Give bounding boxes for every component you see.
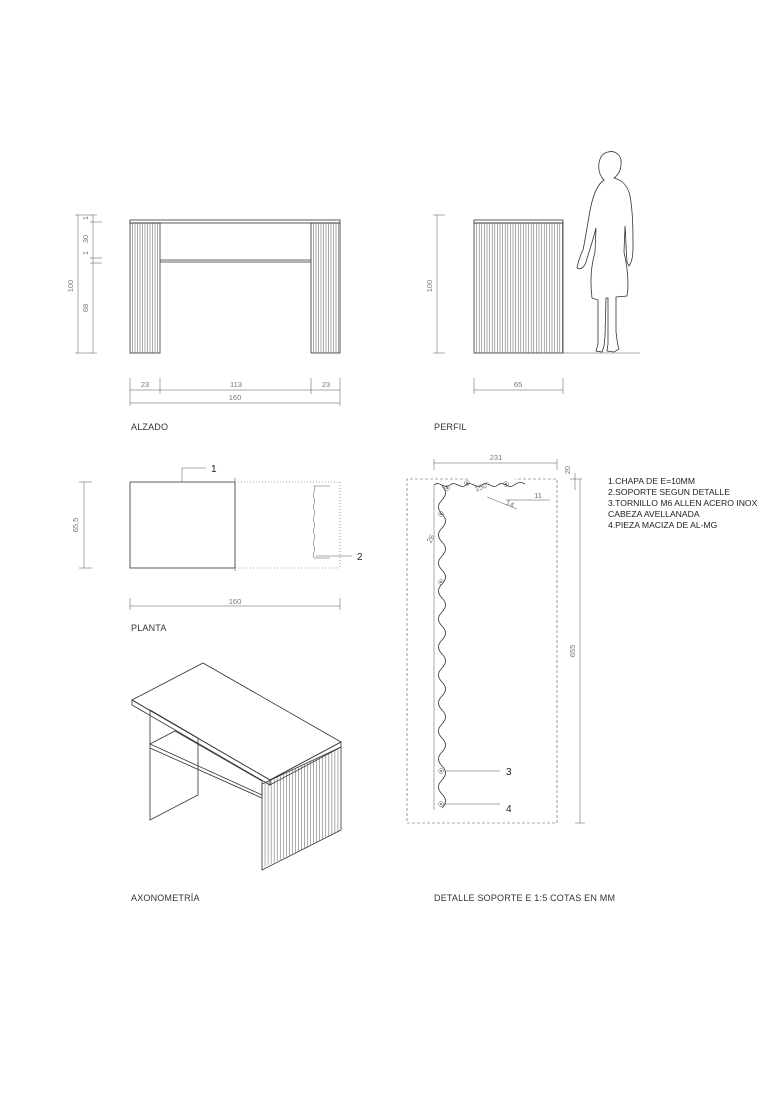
perfil-dim-height: 100 (425, 279, 434, 293)
detalle-dim-150deg: 150° (473, 479, 491, 494)
legend-item-3: 3.TORNILLO M6 ALLEN ACERO INOX (608, 498, 758, 508)
alzado-dim-v-68: 68 (81, 303, 90, 313)
legend-item-3-cont: CABEZA AVELLANADA (608, 509, 700, 519)
alzado-dim-v-30: 30 (81, 234, 90, 244)
alzado-dim-h-23a: 23 (140, 380, 150, 389)
alzado-dim-h-113: 113 (230, 380, 242, 389)
alzado-horizontal-dimensions (130, 378, 340, 406)
planta-callout-1: 1 (211, 464, 217, 475)
alzado-top-board (130, 220, 340, 223)
detalle-title: DETALLE SOPORTE E 1:5 COTAS EN MM (434, 893, 616, 903)
alzado-dim-v-1a: 1 (81, 215, 90, 221)
detalle-dim-231: 231 (489, 453, 503, 462)
perfil-body (474, 223, 563, 353)
planta-dimensions (71, 482, 340, 610)
detalle-callout-4: 4 (506, 804, 512, 815)
legend-item-4: 4.PIEZA MACIZA DE AL-MG (608, 520, 718, 530)
human-scale-figure (577, 152, 633, 352)
planta-callout-2: 2 (357, 552, 363, 563)
planta-top-plate (130, 482, 235, 568)
legend-item-2: 2.SOPORTE SEGUN DETALLE (608, 487, 730, 497)
axo-shelf (150, 731, 262, 795)
alzado-vertical-dimensions (66, 215, 102, 353)
alzado-dim-v-1b: 1 (81, 250, 90, 256)
perfil-dimensions (425, 215, 563, 394)
screw-center (440, 513, 442, 515)
detalle-callout-3: 3 (506, 767, 512, 778)
alzado-dim-v-100: 100 (66, 279, 75, 293)
alzado-leg-right (311, 223, 340, 353)
axonometria-title: AXONOMETRÍA (131, 893, 200, 903)
detalle-dim-655: 655 (568, 644, 577, 658)
alzado-leg-right-flutes (314, 223, 339, 353)
alzado-view (66, 215, 340, 432)
detalle-dim-11: 11 (534, 491, 542, 500)
axo-leg-right-flutes (265, 748, 338, 866)
perfil-top-board (474, 220, 563, 223)
detalle-wave-side (439, 486, 446, 808)
planta-support-profile (313, 486, 330, 558)
screw-center (466, 482, 468, 484)
axo-top-slab (132, 663, 341, 780)
alzado-title: ALZADO (131, 422, 169, 432)
screw-center (440, 770, 442, 772)
detalle-dim-14: 14 (504, 497, 516, 510)
planta-dim-length: 160 (228, 597, 242, 606)
perfil-dim-width: 65 (513, 380, 523, 389)
planta-view (71, 464, 363, 633)
detalle-dim-20: 20 (563, 465, 572, 475)
alzado-dim-h-160: 160 (228, 393, 242, 402)
detalle-envelope (407, 479, 557, 823)
legend (608, 476, 758, 530)
alzado-dim-h-23b: 23 (321, 380, 331, 389)
detalle-screws (439, 481, 509, 807)
legend-item-1: 1.CHAPA DE E=10MM (608, 476, 696, 486)
axo-leg-left (150, 710, 198, 820)
alzado-leg-left-flutes (133, 223, 158, 353)
screw-center (505, 483, 507, 485)
detalle-view (407, 453, 615, 903)
planta-title: PLANTA (131, 623, 167, 633)
screw-center (440, 581, 442, 583)
perfil-view (425, 152, 640, 432)
planta-dim-depth: 65,5 (71, 517, 80, 533)
detalle-dim-26: 26 (424, 532, 437, 545)
axonometria-view (131, 663, 341, 903)
screw-center (446, 487, 448, 489)
screw-center (440, 803, 442, 805)
perfil-title: PERFIL (434, 422, 467, 432)
perfil-flutes (477, 223, 563, 353)
